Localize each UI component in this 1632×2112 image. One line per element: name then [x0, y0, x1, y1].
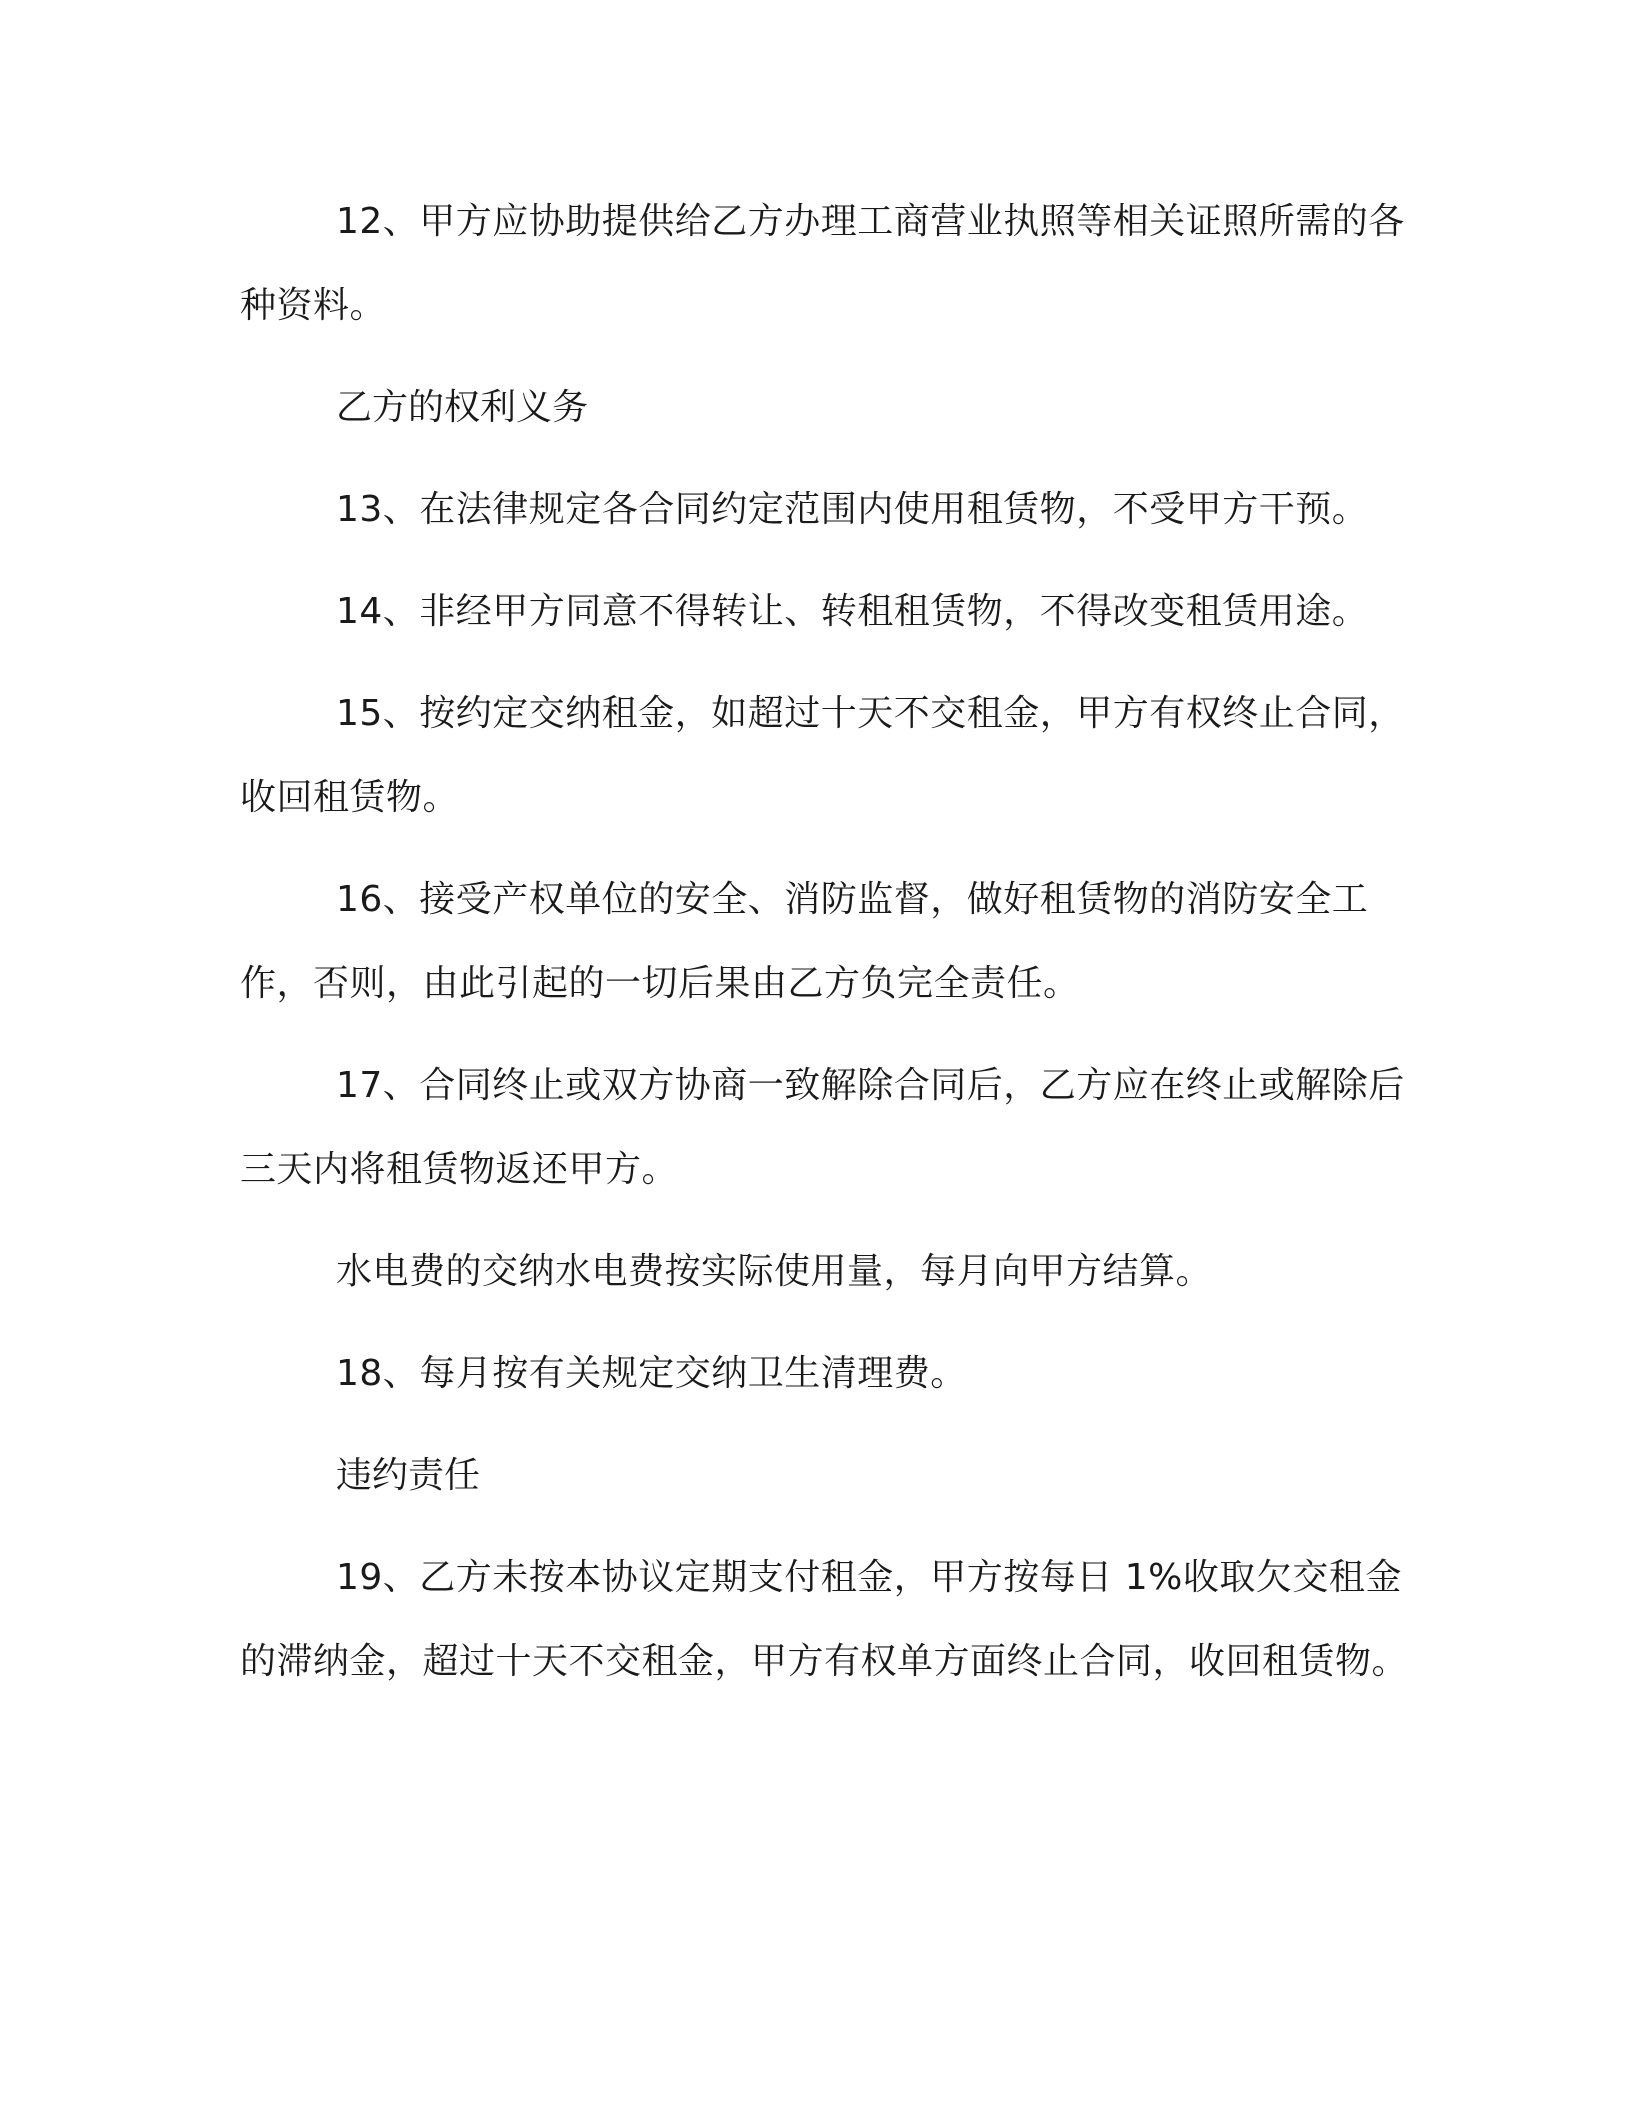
clause-12: 12、甲方应协助提供给乙方办理工商营业执照等相关证照所需的各种资料。 [240, 201, 1405, 326]
clause-15: 15、按约定交纳租金，如超过十天不交租金，甲方有权终止合同，收回租赁物。 [240, 693, 1405, 818]
clause-17: 17、合同终止或双方协商一致解除合同后，乙方应在终止或解除后三天内将租赁物返还甲方。 [240, 1065, 1405, 1190]
section-heading-party-b-rights: 乙方的权利义务 [336, 387, 589, 428]
clause-13: 13、在法律规定各合同约定范围内使用租赁物，不受甲方干预。 [336, 489, 1369, 530]
clause-18: 18、每月按有关规定交纳卫生清理费。 [336, 1353, 967, 1394]
clause-19: 19、乙方未按本协议定期支付租金，甲方按每日 1%收取欠交租金的滞纳金，超过十天不交租金，甲方有权单方面终止合同，收回租赁物。 [240, 1557, 1409, 1682]
water-electricity-clause: 水电费的交纳水电费按实际使用量，每月向甲方结算。 [336, 1251, 1213, 1292]
clause-14: 14、非经甲方同意不得转让、转租租赁物，不得改变租赁用途。 [336, 591, 1369, 632]
document-page [240, 180, 1420, 1722]
clause-16: 16、接受产权单位的安全、消防监督，做好租赁物的消防安全工作，否则，由此引起的一切后果由乙方负完全责任。 [240, 879, 1369, 1004]
section-heading-breach: 违约责任 [336, 1455, 481, 1496]
